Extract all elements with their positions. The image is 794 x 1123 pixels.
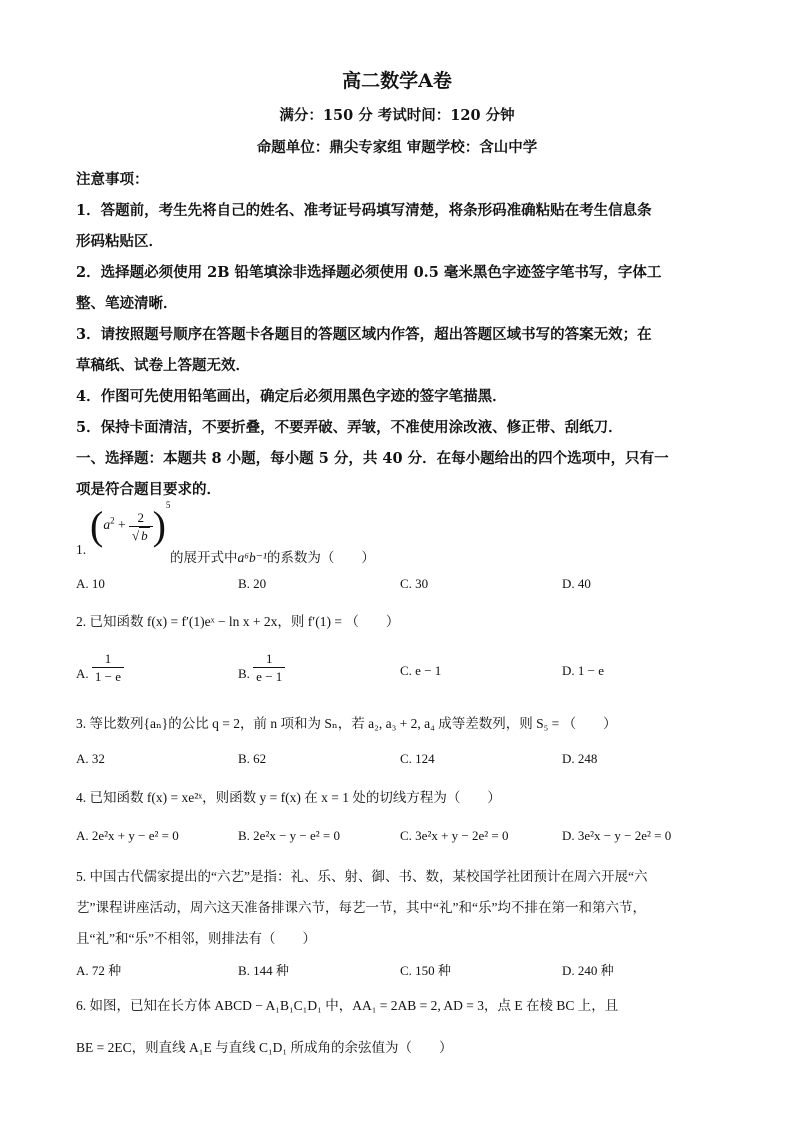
fraction-denominator: e − 1 <box>256 669 283 684</box>
question-6-stem-cont: BE = 2EC，则直线 A₁E 与直线 C₁D₁ 所成角的余弦值为（ ） <box>76 1040 453 1055</box>
notice-line: 5．保持卡面清洁，不要折叠，不要弄破、弄皱，不准使用涂改液、修正带、刮纸刀． <box>76 419 623 436</box>
option-b[interactable]: B. 144 种 <box>238 963 289 978</box>
question-1-stem <box>76 499 375 565</box>
option-c[interactable]: C. 124 <box>400 751 435 766</box>
section-heading-cont: 项是符合题目要求的． <box>76 481 221 498</box>
option-a[interactable]: A. 72 种 <box>76 963 122 978</box>
question-6-stem: 6. 如图，已知在长方体 ABCD − A₁B₁C₁D₁ 中，AA₁ = 2AB = 2, AD = 3，点 E 在棱 BC 上，且 <box>76 998 619 1013</box>
math-var: a <box>103 517 111 533</box>
plus-sign: + <box>117 517 126 533</box>
math-term: a⁶b⁻¹ <box>237 550 267 565</box>
outer-exponent: 5 <box>165 499 171 510</box>
page-title: 高二数学A卷 <box>342 70 452 92</box>
fraction-numerator: 2 <box>129 509 153 527</box>
question-3-stem: 3. 等比数列{aₙ}的公比 q = 2，前 n 项和为 Sₙ，若 a₂, a₃ + 2, a₄ 成等差数列，则 S₅ = （ ） <box>76 716 617 731</box>
score-time-line: 满分：150 分 考试时间：120 分钟 <box>279 107 515 124</box>
question-5-stem-cont: 且“礼”和“乐”不相邻，则排法有（ ） <box>76 931 316 946</box>
option-b[interactable]: B. 20 <box>238 576 267 591</box>
fraction <box>129 509 153 544</box>
option-label: A. <box>76 666 89 682</box>
question-2-stem: 2. 已知函数 f(x) = f′(1)eˣ − ln x + 2x，则 f′(1) = （ ） <box>76 614 400 629</box>
question-number: 1. <box>76 542 87 557</box>
option-c[interactable]: C. 30 <box>400 576 429 591</box>
fraction <box>92 650 124 685</box>
option-a[interactable]: A. 10 <box>76 576 105 591</box>
option-a[interactable]: A. 32 <box>76 751 105 766</box>
option-label: B. <box>238 666 250 682</box>
fraction-denominator: √ b <box>131 527 148 543</box>
question-4-stem: 4. 已知函数 f(x) = xe²ˣ，则函数 y = f(x) 在 x = 1 处的切线方程为（ ） <box>76 790 501 805</box>
option-b[interactable]: B. 62 <box>238 751 267 766</box>
notice-line: 草稿纸、试卷上答题无效． <box>76 357 250 374</box>
notice-line: 1．答题前，考生先将自己的姓名、准考证号码填写清楚，将条形码准确粘贴在考生信息条 <box>76 202 652 219</box>
notice-line: 4．作图可先使用铅笔画出，确定后必须用黑色字迹的签字笔描黑． <box>76 388 507 405</box>
option-b[interactable] <box>238 650 285 685</box>
option-d[interactable]: D. 248 <box>562 751 598 766</box>
units-line: 命题单位：鼎尖专家组 审题学校：含山中学 <box>256 139 538 156</box>
notice-line: 2．选择题必须使用 2B 铅笔填涂非选择题必须使用 0.5 毫米黑色字迹签字笔书写，字体工 <box>76 264 662 281</box>
option-d[interactable]: D. 3e²x − y − 2e² = 0 <box>562 828 672 843</box>
fraction-numerator: 1 <box>253 650 285 668</box>
question-text: 的展开式中 <box>170 550 238 565</box>
notice-line: 形码粘贴区． <box>76 233 163 250</box>
section-heading: 一、选择题：本题共 8 小题，每小题 5 分，共 40 分．在每小题给出的四个选项中，只有一 <box>76 450 669 467</box>
option-b[interactable]: B. 2e²x − y − e² = 0 <box>238 828 341 843</box>
question-5-stem: 5. 中国古代儒家提出的“六艺”是指：礼、乐、射、御、书、数，某校国学社团预计在周六开展“六 <box>76 869 648 884</box>
option-d[interactable]: D. 1 − e <box>562 663 604 678</box>
option-a[interactable] <box>76 650 124 685</box>
fraction <box>253 650 285 685</box>
question-text: 的系数为（ ） <box>266 550 375 565</box>
notice-line: 整、笔迹清晰． <box>76 295 178 312</box>
notice-line: 3．请按照题号顺序在答题卡各题目的答题区域内作答，超出答题区域书写的答案无效；在 <box>76 326 652 343</box>
option-a[interactable]: A. 2e²x + y − e² = 0 <box>76 828 179 843</box>
option-d[interactable]: D. 40 <box>562 576 591 591</box>
option-c[interactable]: C. e − 1 <box>400 663 442 678</box>
question-5-stem-cont: 艺”课程讲座活动，周六这天准备排课六节，每艺一节，其中“礼”和“乐”均不排在第一和第六节， <box>76 900 646 915</box>
notice-heading: 注意事项： <box>76 171 149 188</box>
fraction-numerator: 1 <box>92 650 124 668</box>
option-d[interactable]: D. 240 种 <box>562 963 614 978</box>
fraction-denominator: 1 − e <box>94 669 121 684</box>
exponent: 2 <box>110 515 115 526</box>
binomial-expression: ($a^2$ + $\frac{2}{√ b}$ )$^5$ <box>90 499 171 548</box>
option-c[interactable]: C. 150 种 <box>400 963 451 978</box>
option-c[interactable]: C. 3e²x + y − 2e² = 0 <box>400 828 509 843</box>
sqrt-radicand: b <box>141 527 148 543</box>
